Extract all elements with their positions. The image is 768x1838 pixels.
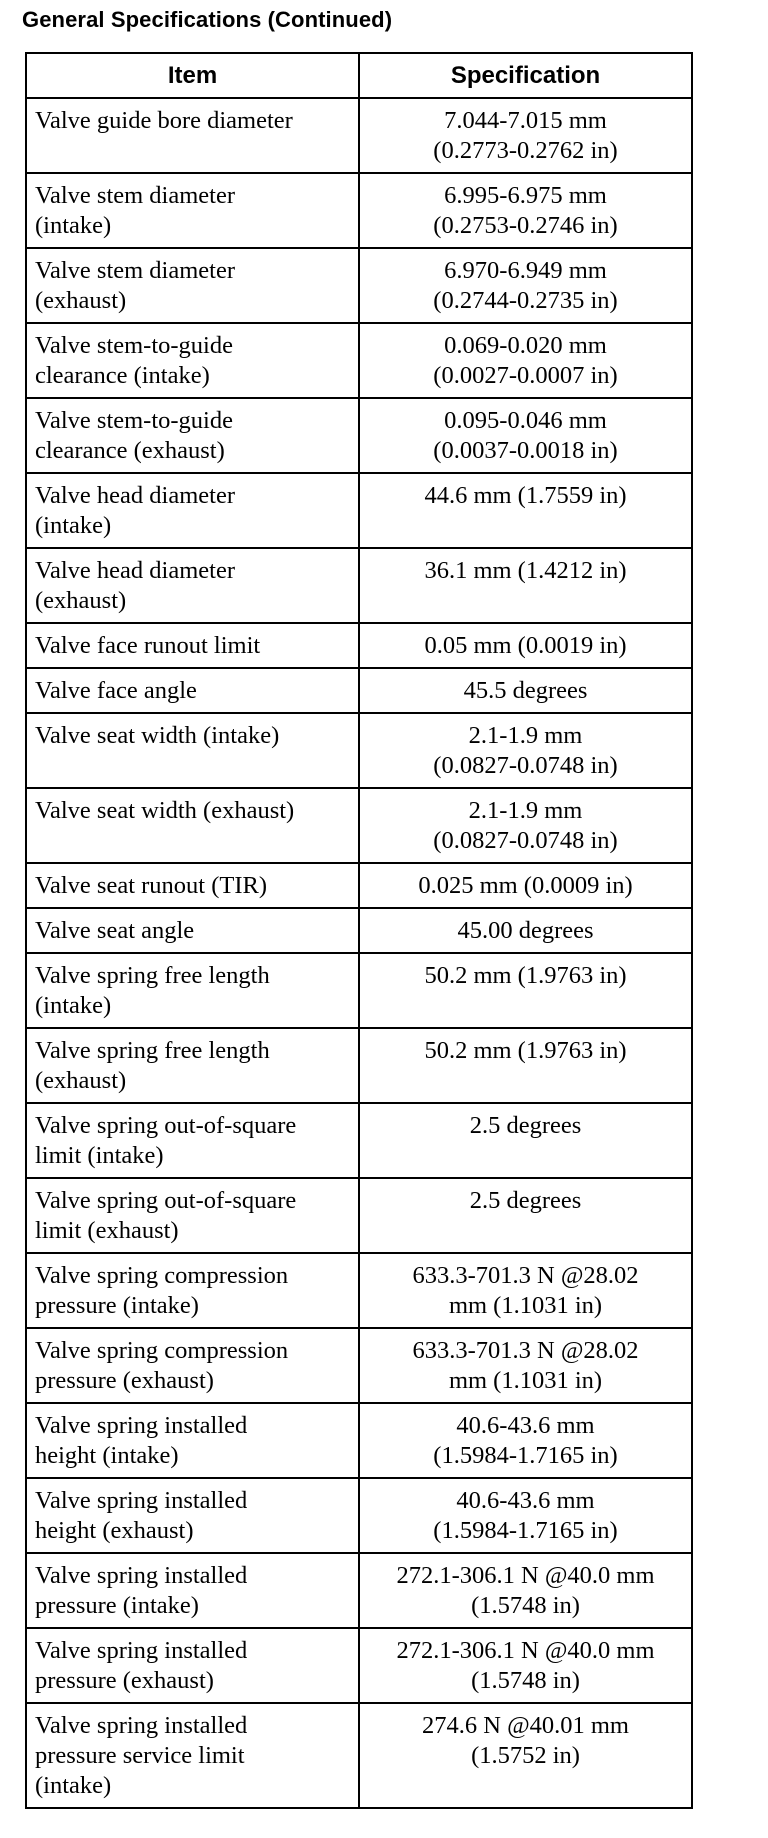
- specifications-table: [25, 52, 693, 1809]
- item-cell: Valve seat width (exhaust): [26, 788, 359, 863]
- table-header-row: [26, 53, 692, 98]
- table-row: [26, 1178, 692, 1253]
- table-row: [26, 1028, 692, 1103]
- specification-cell: 0.025 mm (0.0009 in): [359, 863, 692, 908]
- table-row: [26, 398, 692, 473]
- specification-cell: 40.6-43.6 mm (1.5984-1.7165 in): [359, 1403, 692, 1478]
- item-cell: Valve stem diameter (exhaust): [26, 248, 359, 323]
- table-row: [26, 1253, 692, 1328]
- item-cell: Valve seat angle: [26, 908, 359, 953]
- table-row: [26, 788, 692, 863]
- specification-cell: 7.044-7.015 mm (0.2773-0.2762 in): [359, 98, 692, 173]
- specification-cell: 50.2 mm (1.9763 in): [359, 1028, 692, 1103]
- item-cell: Valve spring installed pressure (exhaust): [26, 1628, 359, 1703]
- item-cell: Valve spring compression pressure (intake): [26, 1253, 359, 1328]
- specification-cell: 45.00 degrees: [359, 908, 692, 953]
- table-row: [26, 1553, 692, 1628]
- column-header-specification: Specification: [359, 53, 692, 98]
- table-row: [26, 1478, 692, 1553]
- item-cell: Valve spring out-of-square limit (intake): [26, 1103, 359, 1178]
- specification-cell: 0.05 mm (0.0019 in): [359, 623, 692, 668]
- specification-cell: 40.6-43.6 mm (1.5984-1.7165 in): [359, 1478, 692, 1553]
- specification-cell: 2.5 degrees: [359, 1178, 692, 1253]
- table-row: [26, 713, 692, 788]
- specification-cell: 6.970-6.949 mm (0.2744-0.2735 in): [359, 248, 692, 323]
- item-cell: Valve seat runout (TIR): [26, 863, 359, 908]
- specification-cell: 44.6 mm (1.7559 in): [359, 473, 692, 548]
- table-row: [26, 173, 692, 248]
- specification-cell: 2.5 degrees: [359, 1103, 692, 1178]
- item-cell: Valve stem diameter (intake): [26, 173, 359, 248]
- table-row: [26, 1628, 692, 1703]
- specification-cell: 50.2 mm (1.9763 in): [359, 953, 692, 1028]
- specification-cell: 2.1-1.9 mm (0.0827-0.0748 in): [359, 788, 692, 863]
- specification-cell: 2.1-1.9 mm (0.0827-0.0748 in): [359, 713, 692, 788]
- specification-cell: 6.995-6.975 mm (0.2753-0.2746 in): [359, 173, 692, 248]
- item-cell: Valve head diameter (exhaust): [26, 548, 359, 623]
- table-row: [26, 248, 692, 323]
- table-row: [26, 668, 692, 713]
- item-cell: Valve spring compression pressure (exhaust): [26, 1328, 359, 1403]
- specification-cell: 633.3-701.3 N @28.02 mm (1.1031 in): [359, 1253, 692, 1328]
- table-body: [26, 98, 692, 1808]
- item-cell: Valve seat width (intake): [26, 713, 359, 788]
- item-cell: Valve face runout limit: [26, 623, 359, 668]
- item-cell: Valve spring installed pressure service limit (intake): [26, 1703, 359, 1808]
- item-cell: Valve spring installed pressure (intake): [26, 1553, 359, 1628]
- item-cell: Valve face angle: [26, 668, 359, 713]
- item-cell: Valve spring installed height (intake): [26, 1403, 359, 1478]
- item-cell: Valve guide bore diameter: [26, 98, 359, 173]
- specification-cell: 45.5 degrees: [359, 668, 692, 713]
- table-row: [26, 1328, 692, 1403]
- table-row: [26, 548, 692, 623]
- specification-cell: 272.1-306.1 N @40.0 mm (1.5748 in): [359, 1628, 692, 1703]
- table-row: [26, 863, 692, 908]
- table-row: [26, 323, 692, 398]
- item-cell: Valve spring free length (intake): [26, 953, 359, 1028]
- table-row: [26, 98, 692, 173]
- item-cell: Valve spring installed height (exhaust): [26, 1478, 359, 1553]
- table-row: [26, 1703, 692, 1808]
- table-row: [26, 953, 692, 1028]
- item-cell: Valve stem-to-guide clearance (intake): [26, 323, 359, 398]
- column-header-item: Item: [26, 53, 359, 98]
- specification-cell: 274.6 N @40.01 mm (1.5752 in): [359, 1703, 692, 1808]
- table-row: [26, 473, 692, 548]
- item-cell: Valve spring out-of-square limit (exhaust): [26, 1178, 359, 1253]
- specification-cell: 0.069-0.020 mm (0.0027-0.0007 in): [359, 323, 692, 398]
- specification-cell: 36.1 mm (1.4212 in): [359, 548, 692, 623]
- item-cell: Valve stem-to-guide clearance (exhaust): [26, 398, 359, 473]
- table-row: [26, 908, 692, 953]
- table-row: [26, 1403, 692, 1478]
- specification-cell: 272.1-306.1 N @40.0 mm (1.5748 in): [359, 1553, 692, 1628]
- item-cell: Valve spring free length (exhaust): [26, 1028, 359, 1103]
- table-row: [26, 1103, 692, 1178]
- table-row: [26, 623, 692, 668]
- page-title: General Specifications (Continued): [22, 7, 393, 32]
- specification-cell: 633.3-701.3 N @28.02 mm (1.1031 in): [359, 1328, 692, 1403]
- item-cell: Valve head diameter (intake): [26, 473, 359, 548]
- specification-cell: 0.095-0.046 mm (0.0037-0.0018 in): [359, 398, 692, 473]
